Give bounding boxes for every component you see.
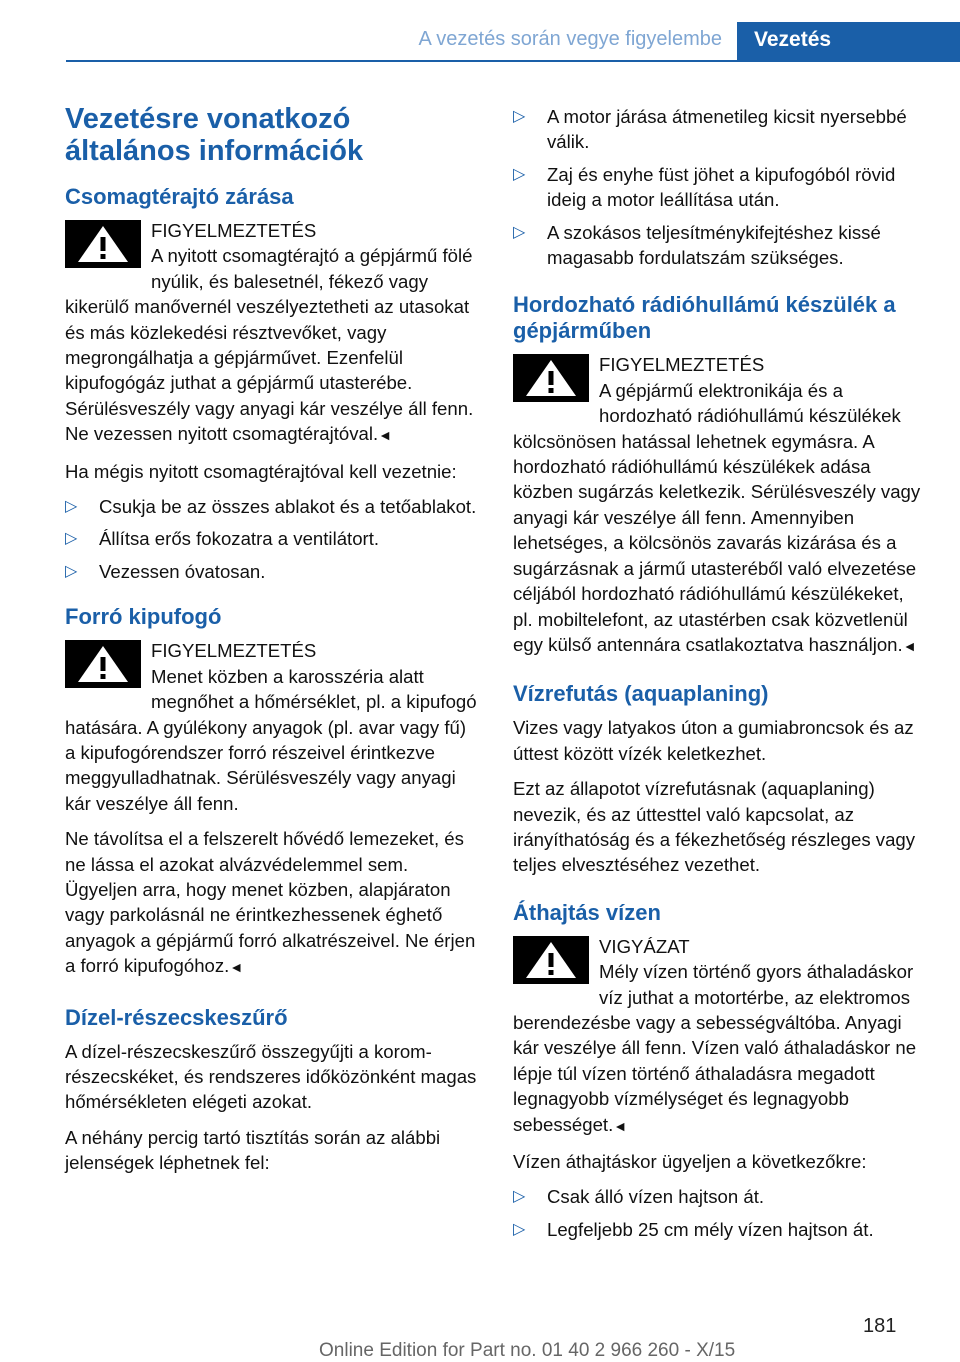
paragraph-trunk: Ha mégis nyitott csomagtérajtóval kell vezetnie: — [65, 460, 457, 482]
warning-text-continued — [65, 826, 479, 980]
triangle-bullet-icon: ▷ — [513, 108, 526, 125]
list-item — [513, 162, 928, 213]
triangle-bullet-icon: ▷ — [513, 165, 526, 183]
warning-label: FIGYELMEZTETÉS — [151, 640, 317, 662]
warning-label: FIGYELMEZTETÉS — [599, 354, 765, 376]
paragraph-aquaplaning-1: Vizes vagy latyakos úton a gumiabroncsok és az úttest között vízék keletkezhet. — [513, 717, 914, 764]
warning-triangle-icon — [65, 640, 141, 688]
page-title: Vezetésre vonatkozó általános információk — [65, 103, 364, 167]
header-chapter-tab — [737, 22, 960, 62]
warning-triangle-icon — [65, 220, 141, 268]
warning-block-exhaust — [65, 638, 479, 816]
left-column — [65, 103, 479, 1186]
list-item — [513, 1217, 928, 1242]
paragraph-dpf-1: A dízel-részecskeszűrő összegyűjti a koromrészecskéket, és rendszeres időközönként magas hőmérsékleten elégeti azokat. — [65, 1040, 477, 1113]
warning-block-trunk — [65, 218, 479, 449]
list-item-text: A motor járása átmenetileg kicsit nyersebbé válik. — [547, 106, 907, 153]
triangle-bullet-icon: ▷ — [513, 223, 526, 241]
list-item — [65, 526, 479, 551]
list-item — [513, 1184, 928, 1209]
warning-triangle-icon — [513, 354, 589, 402]
warning-text: A nyitott csomagtérajtó a gépjármű fölé nyúlik, és balesetnél, fékező vagy kikerülő manővernél veszélyeztetheti az utasokat és más közlekedési résztvevőket, vagy megrongálhatja a gépjárművet. Ezenfelül kipufogógáz juthat a gépjármű utasterébe. Sérülésveszély vagy anyagi kár veszélye áll fenn. Ne vezessen nyitott csomagtérajtóval. — [65, 245, 474, 445]
list-item-text: Csak álló vízen hajtson át. — [547, 1186, 765, 1208]
page-header — [0, 0, 960, 62]
header-rule — [66, 60, 960, 62]
heading-dpf: Dízel-részecskeszűrő — [65, 1004, 288, 1030]
warning-label: FIGYELMEZTETÉS — [151, 220, 317, 241]
list-item — [65, 494, 479, 519]
warning-text-2: Ne távolítsa el a felszerelt hővédő lemezeket, és ne lássa el azokat alvázvédelemmel sem. Ügyeljen arra, hogy menet közben, alapjáraton vagy parkolásnál ne érintkezhessenek éghető anyagok a gépjármű forró alkatrészeivel. Ne érjen a forró kipufogóhoz. — [65, 828, 476, 977]
heading-radio: Hordozható rádióhullámú készülék a gépjárműben — [513, 292, 896, 344]
end-mark-icon: ◄ — [902, 637, 917, 654]
end-mark-icon: ◄ — [378, 427, 393, 444]
header-chapter-label: Vezetés — [754, 28, 832, 51]
heading-trunk: Csomagtérajtó zárása — [65, 184, 294, 209]
triangle-bullet-icon: ▷ — [65, 530, 78, 548]
paragraph-aquaplaning-2: Ezt az állapotot vízrefutásnak (aquaplaning) nevezik, és az úttesttel való kapcsolat, az irányíthatóság és a fékezhetőség részleges vagy teljes elvesztéséhez vezethet. — [513, 778, 916, 876]
list-item-text: A szokásos teljesítménykifejtéshez kissé magasabb fordulatszám szükséges. — [547, 221, 881, 269]
heading-water-crossing: Áthajtás vízen — [513, 899, 661, 925]
warning-text: A gépjármű elektronikája és a hordozható rádióhullámú készülékek kölcsönösen hatással lehetnek egymásra. A hordozható rádióhullámú készülékek adása közben sugárzás keletkezik. Sérülésveszély vagy anyagi kár veszélye áll fenn. Amennyiben lehetséges, a kölcsönös zavarás kizárása és a sugárzásnak a jármű utasteréből való elvezetése céljából hordozható rádióhullámú készülékeket, pl. mobiltelefont, az utastérben csak közvetlenül egy külső antennára csatlakoztatva használjon. — [513, 379, 921, 655]
end-mark-icon: ◄ — [229, 959, 244, 976]
heading-aquaplaning: Vízrefutás (aquaplaning) — [513, 681, 769, 707]
list-item-text: Zaj és enyhe füst jöhet a kipufogóból rövid ideig a motor leállítása után. — [547, 163, 896, 211]
triangle-bullet-icon: ▷ — [513, 1220, 526, 1238]
list-item-text: Állítsa erős fokozatra a ventilátort. — [99, 528, 380, 550]
warning-block-water — [513, 934, 928, 1139]
triangle-bullet-icon: ▷ — [65, 562, 78, 580]
list-item — [513, 220, 928, 271]
warning-triangle-icon — [513, 936, 589, 984]
header-section-title: A vezetés során vegye figyelembe — [418, 28, 722, 50]
right-column — [513, 104, 928, 1252]
end-mark-icon: ◄ — [613, 1117, 628, 1134]
trunk-list — [65, 494, 479, 584]
page-number: 181 — [863, 1315, 897, 1337]
warning-block-radio — [513, 352, 928, 659]
paragraph-dpf-2: A néhány percig tartó tisztítás során az alábbi jelenségek léphetnek fel: — [65, 1126, 441, 1174]
dpf-list — [513, 104, 928, 270]
list-item-text: Csukja be az összes ablakot és a tetőablakot. — [99, 496, 477, 518]
water-list — [513, 1184, 928, 1242]
warning-text: Mély vízen történő gyors áthaladáskor víz juthat a motortérbe, az elektromos berendezésbe vagy a sebességváltóba. Anyagi kár veszélye áll fenn. Vízen való áthaladáskor ne lépje túl vízen történő áthaladásra megadott legnagyobb vízmélységet és legnagyobb sebességet. — [513, 961, 917, 1135]
caution-label: VIGYÁZAT — [599, 935, 690, 957]
list-item — [513, 104, 928, 155]
footer-edition: Online Edition for Part no. 01 40 2 966 260 - X/15 — [319, 1340, 736, 1361]
warning-text: Menet közben a karosszéria alatt megnőhet a hőmérséklet, pl. a kipufogó hatására. A gyúlékony anyagok (pl. avar vagy fű) a kipufogórendszer forró részeivel érintkezve meggyulladhatnak. Sérülésveszély vagy anyagi kár veszélye áll fenn. — [65, 665, 477, 814]
triangle-bullet-icon: ▷ — [65, 498, 78, 516]
triangle-bullet-icon: ▷ — [513, 1188, 526, 1206]
paragraph-water: Vízen áthajtáskor ügyeljen a következőkre: — [513, 1151, 867, 1172]
list-item-text: Vezessen óvatosan. — [99, 560, 266, 582]
list-item — [65, 559, 479, 584]
list-item-text: Legfeljebb 25 cm mély vízen hajtson át. — [547, 1218, 874, 1240]
heading-exhaust: Forró kipufogó — [65, 604, 222, 630]
